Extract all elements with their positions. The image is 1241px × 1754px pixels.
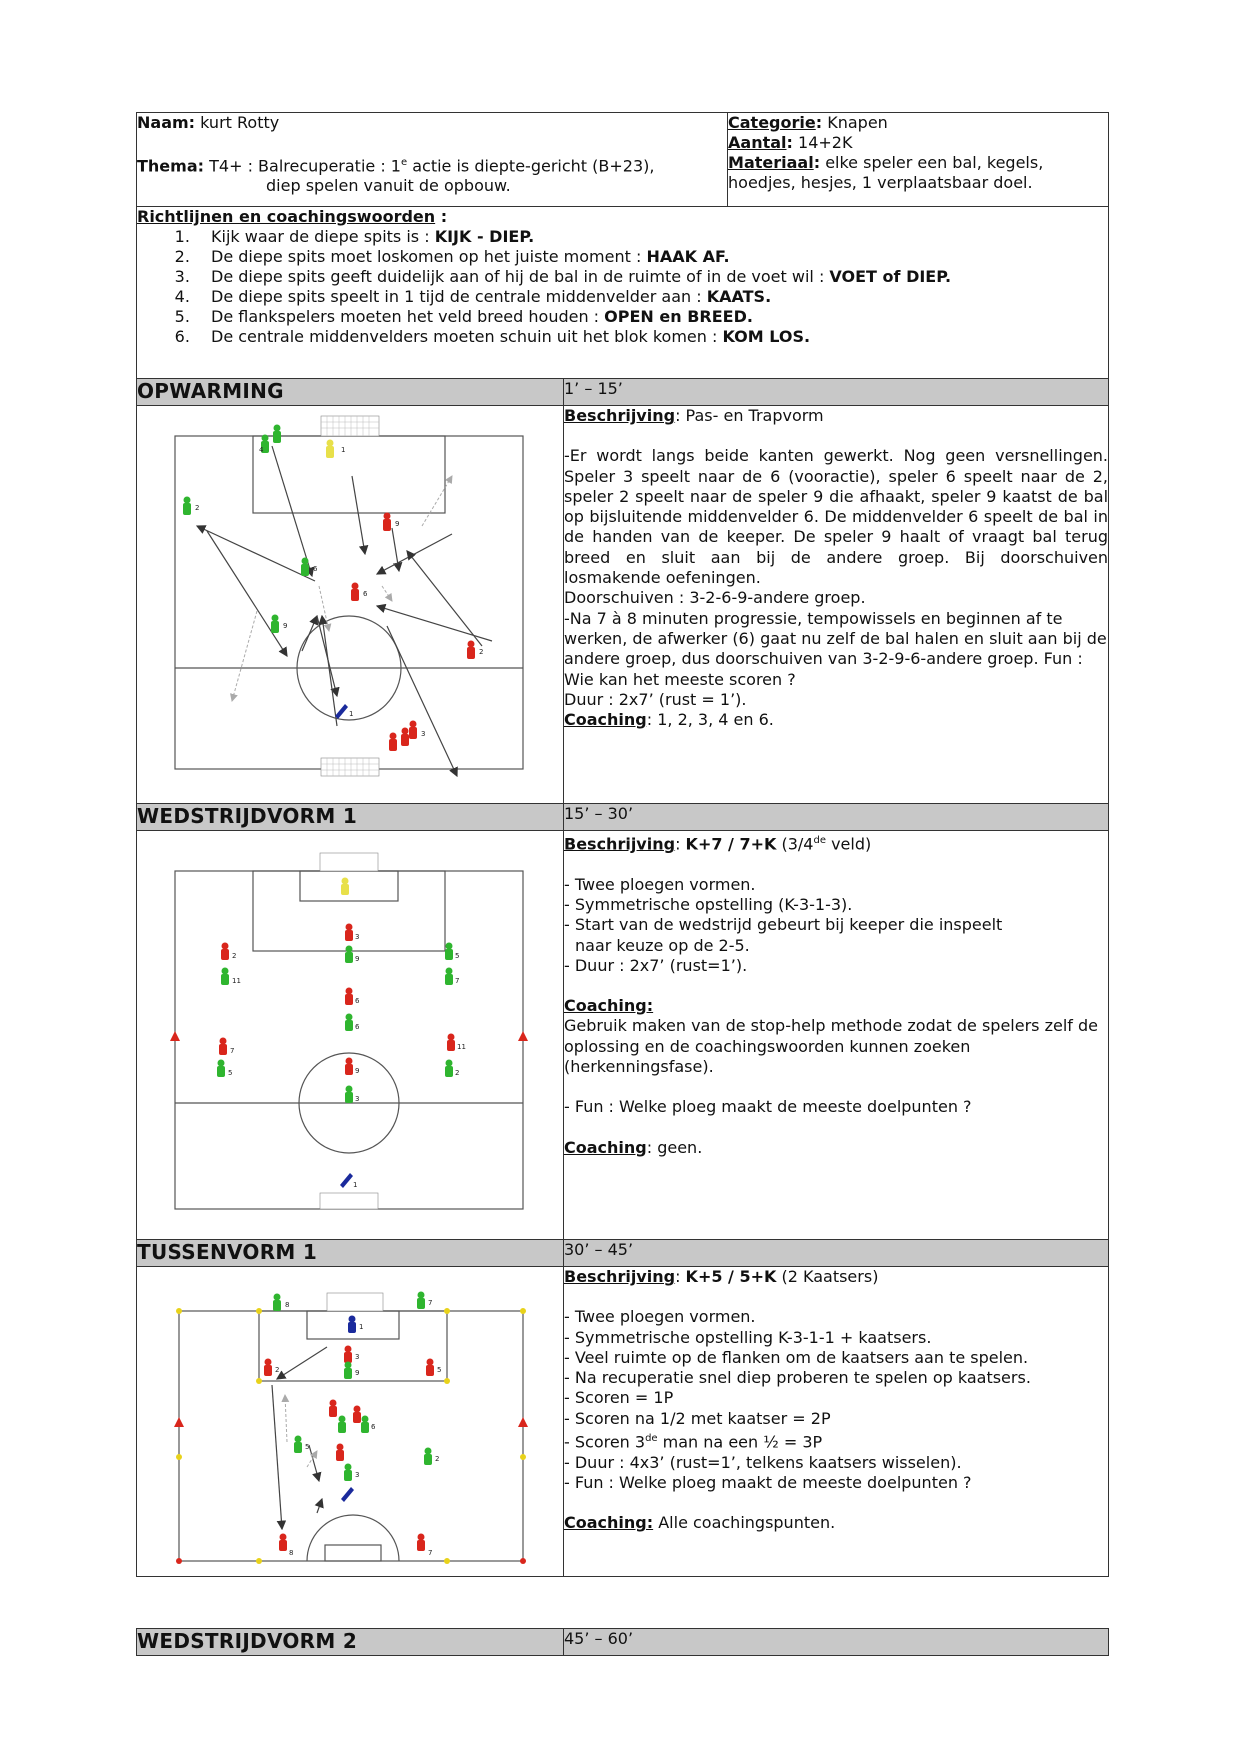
player-label: 7	[428, 1299, 433, 1307]
player-label: 5	[455, 952, 460, 960]
player-label: 3	[355, 1095, 360, 1103]
player-label: 3	[421, 730, 426, 738]
player-label: 6	[355, 997, 360, 1005]
description-line: - Scoren = 1P	[564, 1388, 674, 1408]
player-label: 5	[305, 1443, 310, 1451]
description-line: - Duur : 4x3’ (rust=1’, telkens kaatsers wisselen).	[564, 1452, 962, 1472]
players-tussenvorm1	[264, 1292, 434, 1552]
description-line: - Fun : Welke ploeg maakt de meeste doelpunten ?	[564, 1473, 972, 1492]
player-label: 7	[455, 977, 460, 985]
player-label: 5	[228, 1069, 233, 1077]
field-diagram-tussenvorm1	[137, 1267, 564, 1572]
description-line: - Twee ploegen vormen.	[564, 1307, 756, 1327]
beschrijving-value: : Pas- en Trapvorm	[675, 406, 824, 425]
section-time-wedstrijdvorm2: 45’ – 60’	[564, 1629, 1109, 1656]
description-line: - Scoren 3	[564, 1432, 646, 1452]
player-label: 11	[232, 977, 241, 985]
player-label: 9	[355, 955, 360, 963]
beschrijving-bold: K+5 / 5+K	[685, 1267, 777, 1286]
player-label: 1	[353, 1181, 358, 1189]
description-line: naar keuze op de 2-5.	[575, 935, 750, 955]
description-paragraph: -Na 7 à 8 minuten progressie, tempowissels en beginnen af te werken, de afwerker (6) gaat nu zelf de bal halen en sluit aan bij de andere groep, dus doorschuiven van 3-2-9-6-andere groep. Fun : Wie kan het meeste scoren ?	[564, 608, 1107, 689]
players-opwarming	[183, 425, 475, 752]
materiaal-value: elke speler een bal, kegels,	[825, 153, 1044, 172]
beschrijving-label: Beschrijving	[564, 1267, 676, 1286]
player-label: 4	[259, 446, 264, 454]
section-time-wedstrijdvorm1: 15’ – 30’	[564, 804, 1109, 831]
player-label: 2	[232, 952, 237, 960]
beschrijving-bold: K+7 / 7+K	[685, 834, 777, 854]
description-line: - Veel ruimte op de flanken om de kaatsers aan te spelen.	[564, 1347, 1029, 1367]
beschrijving-label: Beschrijving	[564, 406, 676, 425]
description-tussenvorm1: Beschrijving: K+5 / 5+K (2 Kaatsers) - Twee ploegen vormen. - Symmetrische opstelling K-3-1-1 + kaatsers. - Veel ruimte op de flanken om de kaatsers aan te spelen. - Na recuperatie snel diep proberen te spelen op kaatsers. - Scoren = 1P - Scoren na 1/2 met kaatser = 2P - Scoren 3de man na een ½ = 3P - Duur : 4x3’ (rust=1’, telkens kaatsers wisselen). - Fun : Welke ploeg maakt de meeste doelpunten ? Coaching: Alle coachingspunten.	[564, 1267, 1109, 1577]
description-paragraph: Doorschuiven : 3-2-6-9-andere groep.	[564, 588, 866, 608]
guideline-item: 6. De centrale middenvelders moeten schuin uit het blok komen : KOM LOS.	[195, 327, 1108, 347]
player-label: 1	[359, 1323, 364, 1331]
header-left	[137, 113, 728, 207]
player-label: 2	[479, 648, 484, 656]
player-label: 7	[428, 1549, 433, 1557]
guidelines-list	[137, 227, 1108, 347]
description-paragraph: -Er wordt langs beide kanten gewerkt. Nog geen versnellingen. Speler 3 speelt naar de 6 (vooractie), speler 6 speelt naar de 2, speler 2 speelt naar de speler 9 die afhaakt, speler 9 kaatst de bal op bijsluitende middenvelder 6. De middenvelder 6 speelt de bal in de handen van de keeper. De speler 9 haalt of vraagt bal terug breed en sluit aan bij de andere groep. Bij doorschuiven losmakende oefeningen.	[564, 446, 1109, 588]
description-line: - Duur : 2x7’ (rust=1’).	[564, 955, 748, 975]
thema-sup: e	[400, 157, 408, 168]
aantal-label: Aantal	[728, 133, 787, 152]
diagram-tussenvorm1	[137, 1267, 564, 1577]
player-label: 5	[437, 1366, 442, 1374]
description-line: - Twee ploegen vormen.	[564, 874, 756, 894]
player-label: 6	[313, 565, 318, 573]
player-label: 9	[283, 622, 288, 630]
thema-line2: diep spelen vanuit de opbouw.	[266, 176, 511, 196]
description-opwarming	[564, 406, 1109, 804]
guideline-item: 3. De diepe spits geeft duidelijk aan of hij de bal in de ruimte of in de voet wil : VOET of DIEP.	[195, 267, 1108, 287]
section-time-tussenvorm1: 30’ – 45’	[564, 1240, 1109, 1267]
coaching-value: : 1, 2, 3, 4 en 6.	[646, 710, 774, 730]
guidelines-title: Richtlijnen en coachingswoorden	[137, 207, 436, 226]
thema-line1b: actie is diepte-gericht (B+23),	[407, 156, 655, 176]
guideline-item: 2. De diepe spits moet loskomen op het juiste moment : HAAK AF.	[195, 247, 1108, 267]
player-label: 3	[355, 1353, 360, 1361]
naam-label: Naam:	[137, 113, 196, 132]
naam-value: kurt Rotty	[200, 113, 280, 132]
player-label: 2	[435, 1455, 440, 1463]
field-diagram-opwarming	[137, 406, 564, 799]
materiaal-label: Materiaal	[728, 153, 814, 172]
player-label: 9	[355, 1067, 360, 1075]
section-title-tussenvorm1: TUSSENVORM 1	[137, 1240, 564, 1267]
player-label: 8	[289, 1549, 294, 1557]
player-label: 1	[341, 446, 346, 454]
player-label: 6	[371, 1423, 376, 1431]
player-label: 7	[230, 1047, 235, 1055]
field-diagram-wedstrijdvorm1	[137, 831, 564, 1235]
aantal-value: 14+2K	[798, 133, 853, 152]
coaching-value: : geen.	[646, 1137, 703, 1157]
description-line: - Symmetrische opstelling K-3-1-1 + kaatsers.	[564, 1327, 932, 1347]
coaching-text: Gebruik maken van de stop-help methode zodat de spelers zelf de oplossing en de coachingswoorden kunnen zoeken (herkenningsfase).	[564, 1016, 1098, 1076]
description-line: - Na recuperatie snel diep proberen te spelen op kaatsers.	[564, 1368, 1031, 1388]
description-wedstrijdvorm1: Beschrijving: K+7 / 7+K (3/4de veld) - Twee ploegen vormen. - Symmetrische opstelling (K-3-1-3). - Start van de wedstrijd gebeurt bij keeper die inspeelt naar keuze op de 2-5. - Duur : 2x7’ (rust=1’). Coaching: Gebruik maken van de stop-help methode zodat de spelers zelf de oplossing en de coachingswoorden kunnen zoeken (herkenningsfase). - Fun : Welke ploeg maakt de meeste doelpunten ? Coaching: geen.	[564, 831, 1109, 1240]
player-label: 2	[275, 1366, 280, 1374]
thema-line1: T4+ : Balrecuperatie : 1	[209, 156, 401, 176]
section-title-wedstrijdvorm2: WEDSTRIJDVORM 2	[137, 1629, 564, 1656]
categorie-value: Knapen	[827, 113, 888, 132]
player-label: 9	[395, 520, 400, 528]
player-label: 3	[355, 933, 360, 941]
diagram-wedstrijdvorm1	[137, 831, 564, 1240]
player-label: 6	[363, 590, 368, 598]
description-line: - Fun : Welke ploeg maakt de meeste doelpunten ?	[564, 1097, 972, 1117]
section-title-opwarming: OPWARMING	[137, 379, 564, 406]
guidelines: Richtlijnen en coachingswoorden : 1. Kijk waar de diepe spits is : KIJK - DIEP. 2. De diepe spits moet loskomen op het juiste moment : HAAK AF. 3. De diepe spits geeft duidelijk aan of hij de bal in de ruimte of in de voet wil : VOET of DIEP. 4. De diepe spits speelt in 1 tijd de centrale middenvelder aan : KAATS. 5. De flankspelers moeten het veld breed houden : OPEN en BREED. 6. De centrale middenvelders moeten schuin uit het blok komen : KOM LOS.	[137, 207, 1109, 379]
description-line: - Scoren na 1/2 met kaatser = 2P	[564, 1408, 831, 1428]
guideline-item: 1. Kijk waar de diepe spits is : KIJK - DIEP.	[195, 227, 1108, 247]
coaching-value: Alle coachingspunten.	[653, 1513, 836, 1533]
diagram-opwarming	[137, 406, 564, 804]
beschrijving-label: Beschrijving	[564, 834, 676, 854]
player-label: 6	[355, 1023, 360, 1031]
player-label: 2	[195, 504, 200, 512]
player-label: 3	[355, 1471, 360, 1479]
player-label: 2	[455, 1069, 460, 1077]
materiaal-value2: hoedjes, hesjes, 1 verplaatsbaar doel.	[728, 173, 1033, 192]
coaching-label: Coaching:	[564, 1513, 654, 1533]
player-label: 8	[285, 1301, 290, 1309]
description-paragraph: Duur : 2x7’ (rust = 1’).	[564, 689, 747, 709]
player-label: 9	[355, 1369, 360, 1377]
coaching-label: Coaching	[564, 1137, 647, 1157]
description-line: - Start van de wedstrijd gebeurt bij keeper die inspeelt	[564, 915, 1003, 935]
header-right: Categorie: Knapen Aantal: 14+2K Materiaal: elke speler een bal, kegels, hoedjes, hesjes, 1 verplaatsbaar doel.	[728, 113, 1109, 207]
guideline-item: 5. De flankspelers moeten het veld breed houden : OPEN en BREED.	[195, 307, 1108, 327]
thema-label: Thema:	[137, 156, 205, 176]
player-label: 1	[349, 710, 354, 718]
guideline-item: 4. De diepe spits speelt in 1 tijd de centrale middenvelder aan : KAATS.	[195, 287, 1108, 307]
section-time-opwarming: 1’ – 15’	[564, 379, 1109, 406]
player-label: 11	[457, 1043, 466, 1051]
coaching-label: Coaching	[564, 710, 647, 730]
coaching-label: Coaching:	[564, 996, 654, 1016]
categorie-label: Categorie	[728, 113, 816, 132]
section-title-wedstrijdvorm1: WEDSTRIJDVORM 1	[137, 804, 564, 831]
description-line: - Symmetrische opstelling (K-3-1-3).	[564, 894, 853, 914]
